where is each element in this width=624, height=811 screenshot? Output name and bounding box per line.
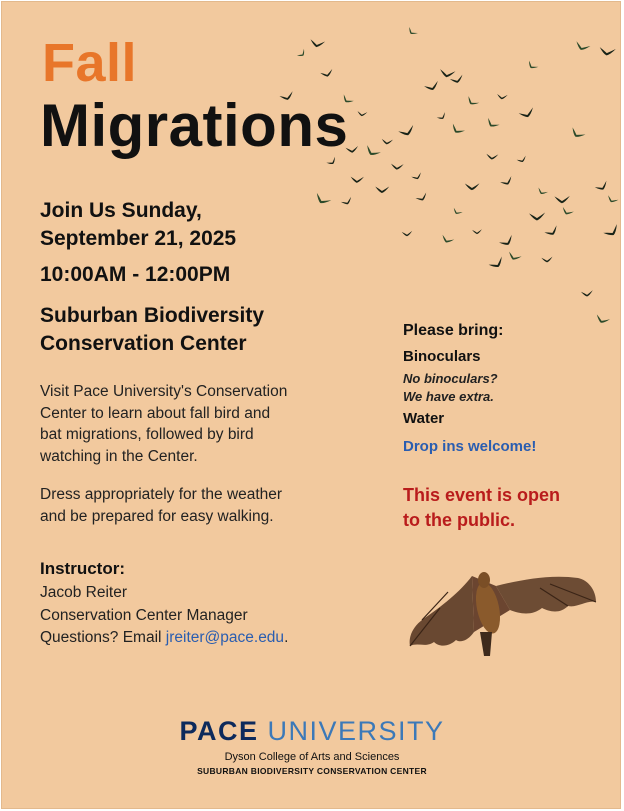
title-migrations: Migrations bbox=[40, 92, 349, 159]
logo-university: UNIVERSITY bbox=[267, 716, 445, 746]
logo-pace: PACE bbox=[179, 716, 259, 746]
description-line: and be prepared for easy walking. bbox=[40, 507, 274, 525]
note-line-2: We have extra. bbox=[403, 389, 494, 404]
bat-icon bbox=[400, 562, 610, 672]
bring-item-binoculars: Binoculars bbox=[403, 348, 481, 365]
description-line: watching in the Center. bbox=[40, 447, 198, 465]
instructor-contact bbox=[40, 627, 288, 650]
event-date bbox=[40, 197, 236, 253]
logo-college: Dyson College of Arts and Sciences bbox=[224, 751, 400, 763]
drop-ins-welcome: Drop ins welcome! bbox=[403, 438, 537, 455]
event-location bbox=[40, 302, 264, 358]
instructor-block bbox=[40, 582, 288, 650]
description-line: bat migrations, followed by bird bbox=[40, 426, 254, 443]
questions-prefix: Questions? Email bbox=[40, 629, 166, 646]
instructor-role: Conservation Center Manager bbox=[40, 606, 248, 624]
public-line-2: to the public. bbox=[403, 510, 515, 530]
description-line: Visit Pace University's Conservation bbox=[40, 383, 288, 400]
description-line: Dress appropriately for the weather bbox=[40, 486, 283, 503]
location-line-1: Suburban Biodiversity bbox=[40, 304, 265, 327]
instructor-name: Jacob Reiter bbox=[40, 584, 128, 601]
email-link[interactable]: jreiter@pace.edu bbox=[165, 629, 285, 646]
date-line-2: September 21, 2025 bbox=[40, 227, 237, 250]
description-paragraph-2 bbox=[40, 484, 340, 527]
date-line-1: Join Us Sunday, bbox=[40, 199, 202, 222]
title-fall: Fall bbox=[42, 33, 138, 93]
logo-wordmark bbox=[2, 718, 621, 745]
event-flyer bbox=[1, 1, 621, 809]
public-line-1: This event is open bbox=[403, 485, 561, 505]
logo-center: SUBURBAN BIODIVERSITY CONSERVATION CENTER bbox=[197, 766, 427, 776]
location-line-2: Conservation Center bbox=[40, 332, 247, 355]
public-notice bbox=[403, 483, 560, 533]
description-paragraph-1 bbox=[40, 381, 340, 467]
bring-item-water: Water bbox=[403, 410, 445, 427]
binoculars-note bbox=[403, 370, 498, 406]
questions-suffix: . bbox=[284, 629, 289, 646]
event-time: 10:00AM - 12:00PM bbox=[40, 263, 231, 286]
bring-heading: Please bring: bbox=[403, 322, 504, 339]
instructor-heading: Instructor: bbox=[40, 559, 125, 578]
note-line-1: No binoculars? bbox=[403, 371, 498, 386]
pace-university-logo bbox=[2, 718, 621, 776]
description-line: Center to learn about fall bird and bbox=[40, 404, 271, 422]
